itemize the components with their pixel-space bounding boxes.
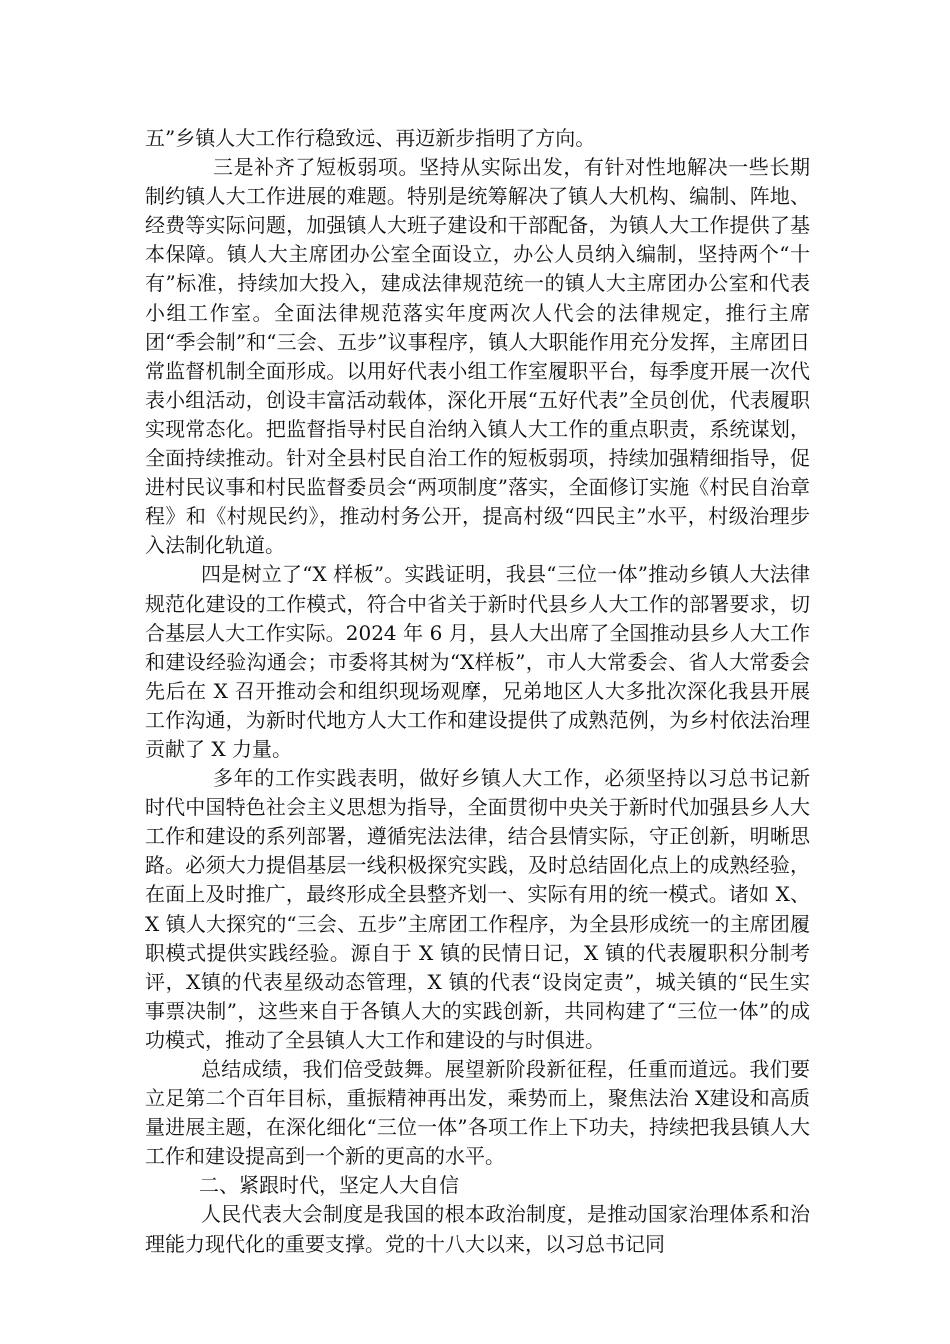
paragraph-people-congress: 人民代表大会制度是我国的根本政治制度，是推动国家治理体系和治理能力现代化的重要支撑。党的十八大以来，以习总书记同 <box>145 1202 810 1256</box>
paragraph-continuation: 五”乡镇人大工作行稳致远、再迈新步指明了方向。 <box>145 126 596 150</box>
paragraph-practice-summary: 多年的工作实践表明，做好乡镇人大工作，必须坚持以习总书记新时代中国特色社会主义思想为指导，全面贯彻中央关于新时代加强县乡人大工作和建设的系列部署，遵循宪法法律，结合县情实际，守正创新，明晰思路。必须大力提倡基层一线积极探究实践，及时总结固化点上的成熟经验，在面上及时推广，最终形成全县整齐划一、实际有用的统一模式。诸如 X、X 镇人大探究的“三会、五步”主席团工作程序，为全县形成统一的主席团履职模式提供实践经验。源自于 X 镇的民情日记，X 镇的代表履职积分制考评，X镇的代表星级动态管理，X 镇的代表“设岗定责”，城关镇的“民生实事票决制”，这些来自于各镇人大的实践创新，共同构建了“三位一体”的成功模式，推动了全县镇人大工作和建设的与时俱进。 <box>145 766 810 1052</box>
paragraph-achievements: 总结成绩，我们倍受鼓舞。展望新阶段新征程，任重而道远。我们要立足第二个百年目标，重振精神再出发，乘势而上，聚焦法治 X建设和高质量进展主题，在深化细化“三位一体”各项工作上下功夫，持续把我县镇人大工作和建设提高到一个新的更高的水平。 <box>145 1057 810 1169</box>
paragraph-point-three: 三是补齐了短板弱项。坚持从实际出发，有针对性地解决一些长期制约镇人大工作进展的难题。特别是统筹解决了镇人大机构、编制、阵地、经费等实际问题，加强镇人大班子建设和干部配备，为镇人大工作提供了基本保障。镇人大主席团办公室全面设立，办公人员纳入编制，坚持两个“十有”标准，持续加大投入，建成法律规范统一的镇人大主席团办公室和代表小组工作室。全面法律规范落实年度两次人代会的法律规定，推行主席团“季会制”和“三会、五步”议事程序，镇人大职能作用充分发挥，主席团日常监督机制全面形成。以用好代表小组工作室履职平台，每季度开展一次代表小组活动，创设丰富活动载体，深化开展“五好代表”全员创优，代表履职实现常态化。把监督指导村民自治纳入镇人大工作的重点职责，系统谋划，全面持续推动。针对全县村民自治工作的短板弱项，持续加强精细指导，促进村民议事和村民监督委员会“两项制度”落实，全面修订实施《村民自治章程》和《村规民约》，推动村务公开，提高村级“四民主”水平，村级治理步入法制化轨道。 <box>145 155 810 558</box>
document-body <box>145 124 810 1259</box>
paragraph-point-four: 四是树立了“X 样板”。实践证明，我县“三位一体”推动乡镇人大法律规范化建设的工作模式，符合中省关于新时代县乡人大工作的部署要求，切合基层人大工作实际。2024 年 6 月，县人大出席了全国推动县乡人大工作和建设经验沟通会；市委将其树为“X样板”，市人大常委会、省人大常委会先后在 X 召开推动会和组织现场观摩，兄弟地区人大多批次深化我县开展工作沟通，为新时代地方人大工作和建设提供了成熟范例，为乡村依法治理贡献了 X 力量。 <box>145 562 810 761</box>
section-heading: 二、紧跟时代，坚定人大自信 <box>199 1173 459 1198</box>
